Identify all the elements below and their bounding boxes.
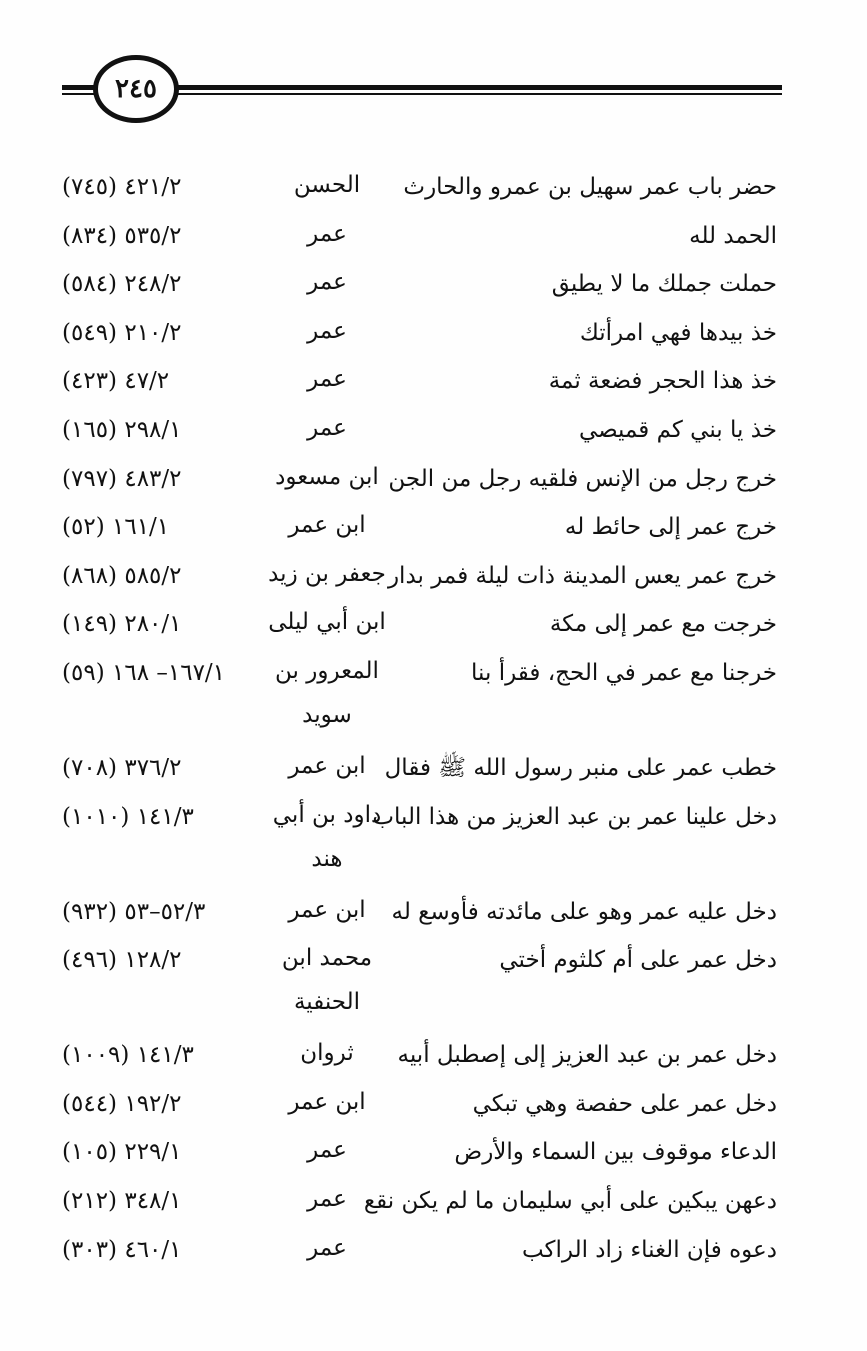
entry-narrator: ابن أبي ليلى xyxy=(268,609,386,636)
table-row xyxy=(0,1128,867,1177)
entry-reference: ٥٢/٣–٥٣ (٩٣٢) xyxy=(62,898,206,925)
entry-narrator: داود بن أبي هند xyxy=(272,801,382,872)
entry-reference: ٣٧٦/٢ (٧٠٨) xyxy=(62,754,182,781)
entry-reference: ٤٢١/٢ (٧٤٥) xyxy=(62,174,182,200)
entry-reference: ٢٨٠/١ (١٤٩) xyxy=(62,611,182,638)
entry-narrator: عمر xyxy=(307,220,347,247)
entry-reference: ١٩٢/٢ (٥٤٤) xyxy=(62,1090,182,1117)
table-row xyxy=(0,503,867,552)
entry-narrator: عمر xyxy=(307,1137,347,1164)
entry-reference: ٣٤٨/١ (٢١٢) xyxy=(62,1187,182,1214)
entry-text: خذ بيدها فهي امرأتك xyxy=(579,319,777,346)
entry-narrator: ثروان xyxy=(300,1040,354,1067)
entry-text: خرجنا مع عمر في الحج، فقرأ بنا xyxy=(471,659,777,686)
entry-reference: ٥٣٥/٢ (٨٣٤) xyxy=(62,222,182,249)
entry-narrator: الحسن xyxy=(293,172,361,198)
table-row xyxy=(0,406,867,455)
index-table xyxy=(0,163,867,1274)
table-row xyxy=(0,212,867,261)
table-row xyxy=(0,1080,867,1129)
entry-reference: ١٦٧/١– ١٦٨ (٥٩) xyxy=(62,659,226,686)
entry-text: حضر باب عمر سهيل بن عمرو والحارث xyxy=(403,174,777,200)
table-row xyxy=(0,1031,867,1080)
table-row xyxy=(0,888,867,937)
entry-narrator: جعفر بن زيد xyxy=(268,560,386,587)
table-row xyxy=(0,744,867,793)
entry-text: الحمد لله xyxy=(689,222,777,249)
entry-narrator: ابن عمر xyxy=(288,1088,366,1115)
table-row xyxy=(0,552,867,601)
page-number: ٢٤٥ xyxy=(93,55,179,123)
table-row xyxy=(0,163,867,212)
entry-narrator: عمر xyxy=(307,1185,347,1212)
entry-text: دعهن يبكين على أبي سليمان ما لم يكن نقع xyxy=(363,1187,777,1214)
entry-narrator: عمر xyxy=(307,414,347,441)
entry-text: خطب عمر على منبر رسول الله ﷺ فقال xyxy=(384,754,777,781)
entry-text: خرجت مع عمر إلى مكة xyxy=(549,611,777,638)
entry-reference: ٤٨٣/٢ (٧٩٧) xyxy=(62,465,182,492)
table-row xyxy=(0,649,867,744)
entry-text: دخل عليه عمر وهو على مائدته فأوسع له xyxy=(391,898,777,925)
entry-reference: ٢٢٩/١ (١٠٥) xyxy=(62,1139,182,1166)
table-row xyxy=(0,1226,867,1275)
table-row xyxy=(0,1177,867,1226)
entry-text: دخل عمر بن عبد العزيز إلى إصطبل أبيه xyxy=(397,1042,777,1069)
entry-reference: ٢٤٨/٢ (٥٨٤) xyxy=(62,271,182,298)
entry-narrator: عمر xyxy=(307,1234,347,1261)
entry-narrator: عمر xyxy=(307,366,347,393)
table-row xyxy=(0,357,867,406)
entry-text: الدعاء موقوف بين السماء والأرض xyxy=(454,1139,777,1166)
entry-text: خرج عمر يعس المدينة ذات ليلة فمر بدار xyxy=(387,562,777,589)
table-row xyxy=(0,455,867,504)
entry-narrator: ابن عمر xyxy=(288,752,366,779)
page-header xyxy=(0,0,867,140)
entry-narrator: عمر xyxy=(307,269,347,296)
entry-text: دعوه فإن الغناء زاد الراكب xyxy=(521,1236,777,1263)
table-row xyxy=(0,600,867,649)
table-row xyxy=(0,936,867,1031)
entry-reference: ٤٧/٢ (٤٢٣) xyxy=(62,368,170,395)
table-row xyxy=(0,309,867,358)
entry-text: خذ هذا الحجر فضعة ثمة xyxy=(548,368,777,395)
entry-text: خرج عمر إلى حائط له xyxy=(564,514,777,541)
entry-narrator: ابن مسعود xyxy=(275,463,379,490)
entry-reference: ٤٦٠/١ (٣٠٣) xyxy=(62,1236,182,1263)
entry-reference: ٢١٠/٢ (٥٤٩) xyxy=(62,319,182,346)
entry-reference: ١٢٨/٢ (٤٩٦) xyxy=(62,947,182,974)
entry-narrator: المعرور بن سويد xyxy=(275,657,379,728)
entry-reference: ٥٨٥/٢ (٨٦٨) xyxy=(62,562,182,589)
entry-text: دخل عمر على حفصة وهي تبكي xyxy=(472,1090,777,1117)
entry-text: خرج رجل من الإنس فلقيه رجل من الجن xyxy=(388,465,777,492)
entry-reference: ١٤١/٣ (١٠١٠) xyxy=(62,803,194,830)
entry-reference: ١٦١/١ (٥٢) xyxy=(62,514,170,541)
entry-narrator: ابن عمر xyxy=(288,896,366,923)
entry-narrator: محمد ابن الحنفية xyxy=(281,945,373,1016)
entry-reference: ٢٩٨/١ (١٦٥) xyxy=(62,416,182,443)
entry-text: خذ يا بني كم قميصي xyxy=(578,416,777,443)
entry-text: دخل عمر على أم كلثوم أختي xyxy=(499,947,777,974)
entry-narrator: عمر xyxy=(307,317,347,344)
table-row xyxy=(0,793,867,888)
entry-text: دخل علينا عمر بن عبد العزيز من هذا الباب xyxy=(372,803,777,830)
entry-text: حملت جملك ما لا يطيق xyxy=(551,271,777,298)
entry-reference: ١٤١/٣ (١٠٠٩) xyxy=(62,1042,194,1069)
table-row xyxy=(0,260,867,309)
entry-narrator: ابن عمر xyxy=(288,512,366,539)
